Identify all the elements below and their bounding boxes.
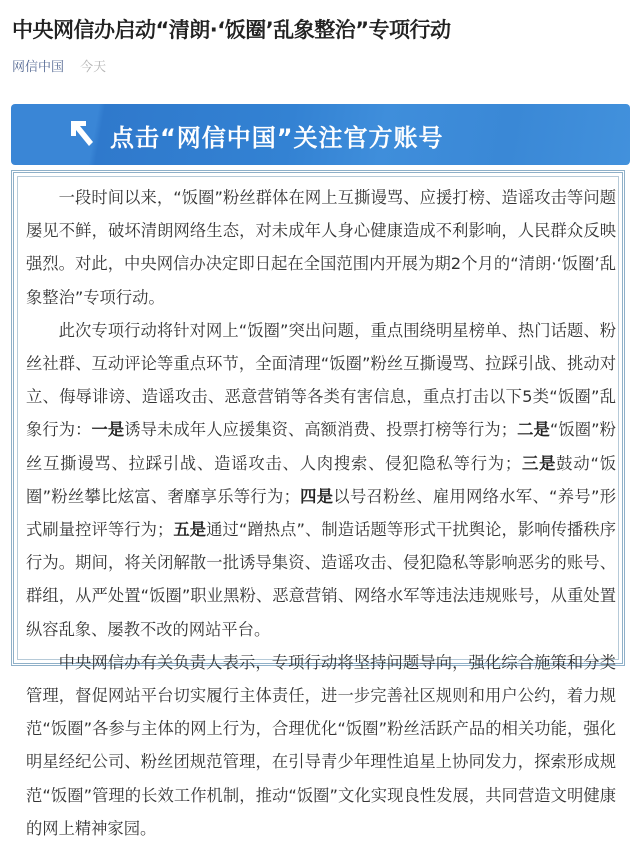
text-segment: 诱导未成年人应援集资、高额消费、投票打榜等行为； <box>124 420 518 440</box>
text-segment: 此次专项行动将针对网上“饭圈”突出问题，重点围绕明星榜单、热门话题、粉丝社群、互动评论等重点环节，全面清理“饭圈”粉丝互撕谩骂、拉踩引战、挑动对立、侮辱诽谤、造谣攻击、恶意营销等各类有害信息，重点打击以下5类“饭圈”乱象行为： <box>26 320 616 440</box>
bold-item-marker: 四是 <box>299 486 334 506</box>
source-account-link[interactable]: 网信中国 <box>12 60 65 75</box>
article-meta <box>12 56 106 75</box>
text-segment: 以号召粉丝、雇用网络水军、“养号”形式刷量控评等行为； <box>26 486 616 540</box>
paragraph-focus <box>26 314 616 646</box>
bold-item-marker: 一是 <box>91 420 125 440</box>
bold-item-marker: 五是 <box>173 520 207 540</box>
article-body <box>26 181 616 845</box>
follow-banner-label: 点击“网信中国”关注官方账号 <box>110 124 444 152</box>
text-segment: 鼓动“饭圈”粉丝攀比炫富、奢靡享乐等行为； <box>26 453 616 506</box>
arrow-up-left-icon <box>69 118 95 148</box>
bold-item-marker: 三是 <box>521 453 557 473</box>
paragraph-statement: 中央网信办有关负责人表示，专项行动将坚持问题导向，强化综合施策和分类管理，督促网站平台切实履行主体责任，进一步完善社区规则和用户公约，着力规范“饭圈”各参与主体的网上行为，合理优化“饭圈”粉丝活跃产品的相关功能，强化明星经纪公司、粉丝团规范管理，在引导青少年理性追星上协同发力，探索形成规范“饭圈”管理的长效工作机制，推动“饭圈”文化实现良性发展，共同营造文明健康的网上精神家园。 <box>26 652 616 838</box>
text-segment: “饭圈”粉丝互撕谩骂、拉踩引战、造谣攻击、人肉搜索、侵犯隐私等行为； <box>26 420 616 473</box>
article-title: 中央网信办启动“清朗·‘饭圈’乱象整治”专项行动 <box>12 18 451 42</box>
bold-item-marker: 二是 <box>517 420 550 440</box>
text-segment: 通过“蹭热点”、制造话题等形式干扰舆论，影响传播秩序行为。期间，将关闭解散一批诱导集资、造谣攻击、侵犯隐私等影响恶劣的账号、群组，从严处置“饭圈”职业黑粉、恶意营销、网络水军等违法违规账号，从重处置纵容乱象、屡教不改的网站平台。 <box>26 520 616 639</box>
publish-time: 今天 <box>80 60 107 75</box>
follow-account-banner[interactable] <box>11 104 630 165</box>
paragraph-intro: 一段时间以来，“饭圈”粉丝群体在网上互撕谩骂、应援打榜、造谣攻击等问题屡见不鲜，破坏清朗网络生态，对未成年人身心健康造成不利影响，人民群众反映强烈。对此，中央网信办决定即日起在全国范围内开展为期2个月的“清朗·‘饭圈’乱象整治”专项行动。 <box>26 188 616 307</box>
